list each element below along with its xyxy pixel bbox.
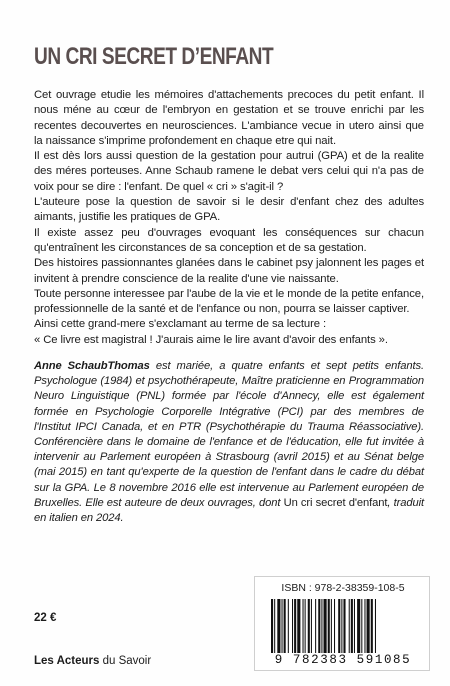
barcode-icon — [271, 599, 415, 653]
bio-book-title: Un cri secret d'enfant — [283, 496, 388, 509]
barcode-panel — [254, 576, 430, 671]
barcode-number: 9 782383 591085 — [274, 653, 412, 667]
summary-quote: « Ce livre est magistral ! J'aurais aime le lire avant d'avoir des enfants ». — [34, 333, 388, 346]
book-summary — [34, 88, 424, 348]
author-name: Anne SchaubThomas — [34, 360, 150, 372]
publisher-name-rest: du Savoir — [99, 655, 152, 667]
bio-text-end: , traduit en italien en 2024. — [34, 496, 424, 525]
publisher-name-bold: Les Acteurs — [34, 655, 100, 667]
summary-paragraph: Ainsi cette grand-mere s'exclamant au terme de sa lecture : — [34, 318, 326, 331]
price: 22 € — [34, 612, 57, 624]
summary-paragraph: Cet ouvrage etudie les mémoires d'attachements precoces du petit enfant. Il nous méne au cœur de l'embryon en gestation et se trouve enrichi par les recentes decouvertes en neurosciences. L'ambiance vecue in utero ainsi que la naissance s'imprime profondement en chaque etre qui nait. — [34, 89, 424, 147]
summary-paragraph: Il est dès lors aussi question de la gestation pour autrui (GPA) et de la realite des méres porteuses. Anne Schaub ramene le debat vers celui qui n'a pas de voix pour se dire : l'enfant. De quel « cri » s'agit-il ? — [34, 150, 424, 193]
summary-paragraph: Des histoires passionnantes glanées dans le cabinet psy jalonnent les pages et invitent à prendre conscience de la realite d'une vie naissante. — [34, 257, 424, 285]
publisher-name — [34, 655, 151, 667]
book-title: UN CRI SECRET D’ENFANT — [34, 43, 274, 70]
summary-paragraph: L'auteure pose la question de savoir si le desir d'enfant chez des adultes aimants, justifie les pratiques de GPA. — [34, 196, 424, 224]
author-bio — [34, 359, 424, 526]
summary-paragraph: Toute personne interessee par l'aube de la vie et le monde de la petite enfance, professionnelle de la santé et de l'enfance ou non, pourra se laisser captiver. — [34, 287, 424, 316]
bio-text: est mariée, a quatre enfants et sept petits enfants. Psychologue (1984) et psychothérapeute, Maître praticienne en Programmation Neuro Linguistique (PNL) formée par l'école d'Annecy, elle est également formée en Psychologie Corporelle Intégrative (PCI) par des membres de l'Institut IPCI Canada, et en PTR (Psychothérapie du Trauma Réassociative). Conférencière dans le domaine de l'enfance et de l'éducation, elle fut invitée à intervenir au Parlement européen à Strasbourg (avril 2015) et au Sénat belge (mai 2015) en tant qu'experte de la question de l'enfant dans le cadre du débat sur la GPA. Le 8 novembre 2016 elle est intervenue au Parlement européen de Bruxelles. Elle est auteure de deux ouvrages, dont — [34, 360, 424, 509]
isbn-label: ISBN : 978-2-38359-108-5 — [281, 582, 405, 594]
summary-paragraph: Il existe assez peu d'ouvrages evoquant les conséquences sur chacun qu'entraînent les circonstances de sa conception et de sa gestation. — [34, 226, 424, 254]
